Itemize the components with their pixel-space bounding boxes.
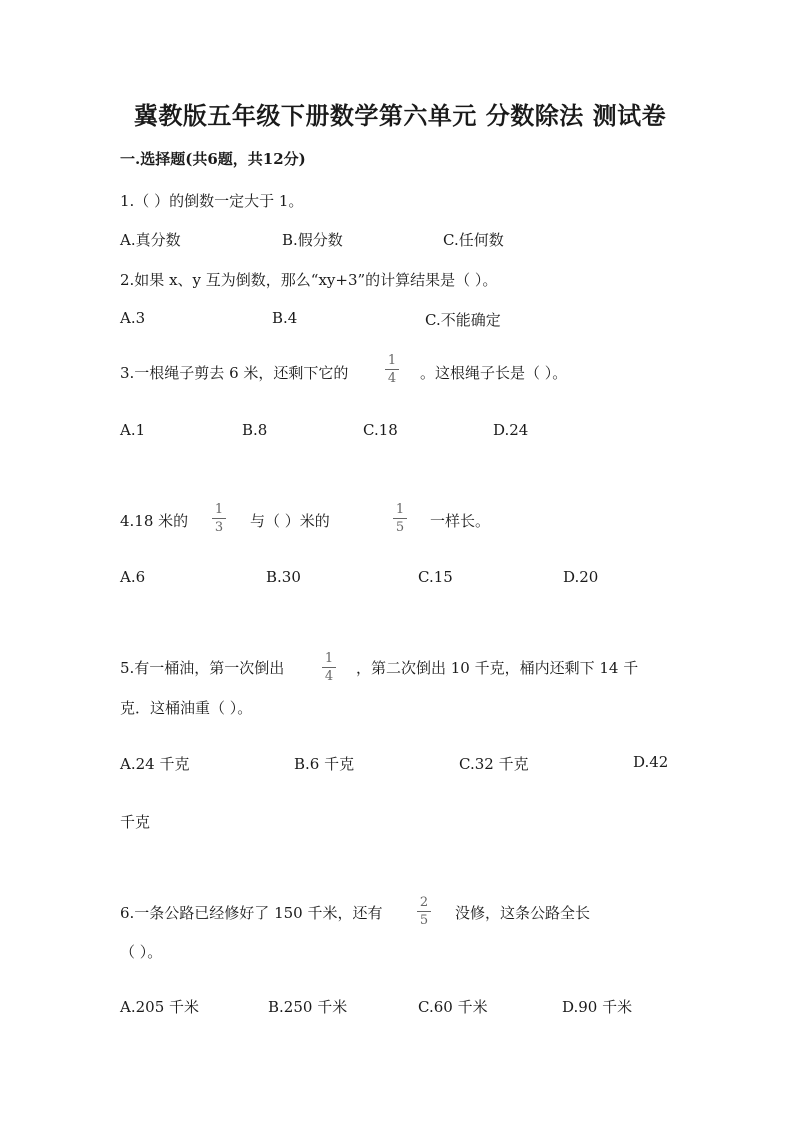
q5-fraction: [320, 651, 338, 684]
question-5-text-line2: 克．这桶油重（ ）。: [120, 699, 253, 717]
question-6-text-line2: （ ）。: [120, 943, 163, 961]
page-title: 冀教版五年级下册数学第六单元 分数除法 测试卷: [133, 101, 667, 130]
q6-fraction: [415, 895, 433, 928]
fraction-bar: [417, 911, 431, 912]
question-3-text: 3.一根绳子剪去 6 米，还剩下它的: [120, 364, 349, 382]
q6-fraction-numerator: 2: [419, 895, 429, 910]
q6-fraction-denominator: 5: [419, 913, 429, 928]
q6-option-a: A.205 千米: [120, 998, 199, 1016]
q6-option-b: B.250 千米: [268, 998, 348, 1016]
fraction-bar: [393, 518, 407, 519]
q5-option-b: B.6 千克: [294, 755, 355, 773]
q4-fraction-2-numerator: 1: [395, 502, 405, 517]
q1-option-a: A.真分数: [120, 231, 181, 249]
q4-option-b: B.30: [266, 568, 301, 586]
q5-option-a: A.24 千克: [120, 755, 190, 773]
q2-option-b: B.4: [272, 309, 298, 327]
q2-option-c: C.不能确定: [425, 311, 501, 329]
section-heading: 一.选择题(共6题，共12分): [120, 150, 306, 168]
q4-fraction-2: [391, 502, 409, 535]
fraction-bar: [385, 369, 399, 370]
q6-option-c: C.60 千米: [418, 998, 488, 1016]
q5-option-c: C.32 千克: [459, 755, 529, 773]
question-5-text-after: ，第二次倒出 10 千克，桶内还剩下 14 千: [356, 659, 639, 677]
question-6-text: 6.一条公路已经修好了 150 千米，还有: [120, 904, 383, 922]
q4-option-c: C.15: [418, 568, 453, 586]
question-4-text-end: 一样长。: [430, 512, 491, 530]
q4-fraction-1-numerator: 1: [214, 502, 224, 517]
q4-option-a: A.6: [120, 568, 146, 586]
q4-option-d: D.20: [563, 568, 599, 586]
q3-option-c: C.18: [363, 421, 398, 439]
q5-option-d: D.42: [633, 753, 669, 771]
q3-option-a: A.1: [120, 421, 146, 439]
q1-option-b: B.假分数: [282, 231, 343, 249]
q3-fraction-denominator: 4: [387, 371, 397, 386]
question-4-text: 4.18 米的: [120, 512, 189, 530]
q1-option-c: C.任何数: [443, 231, 504, 249]
q4-fraction-2-denominator: 5: [395, 520, 405, 535]
q5-fraction-denominator: 4: [324, 669, 334, 684]
question-2-text: 2.如果 x、y 互为倒数，那么“xy+3”的计算结果是（ ）。: [120, 271, 498, 289]
question-1-text: 1.（ ）的倒数一定大于 1。: [120, 192, 304, 210]
q5-option-d-wrap: 千克: [120, 813, 151, 831]
q3-fraction: [383, 353, 401, 386]
q2-option-a: A.3: [120, 309, 146, 327]
q6-option-d: D.90 千米: [562, 998, 633, 1016]
q3-option-d: D.24: [493, 421, 529, 439]
q4-fraction-1: [210, 502, 228, 535]
fraction-bar: [212, 518, 226, 519]
question-6-text-after: 没修，这条公路全长: [455, 904, 591, 922]
q4-fraction-1-denominator: 3: [214, 520, 224, 535]
q3-fraction-numerator: 1: [387, 353, 397, 368]
fraction-bar: [322, 667, 336, 668]
question-5-text: 5.有一桶油，第一次倒出: [120, 659, 285, 677]
q5-fraction-numerator: 1: [324, 651, 334, 666]
q3-option-b: B.8: [242, 421, 268, 439]
question-3-text-after: 。这根绳子长是（ ）。: [420, 364, 568, 382]
question-4-text-middle: 与（ ）米的: [250, 512, 330, 530]
